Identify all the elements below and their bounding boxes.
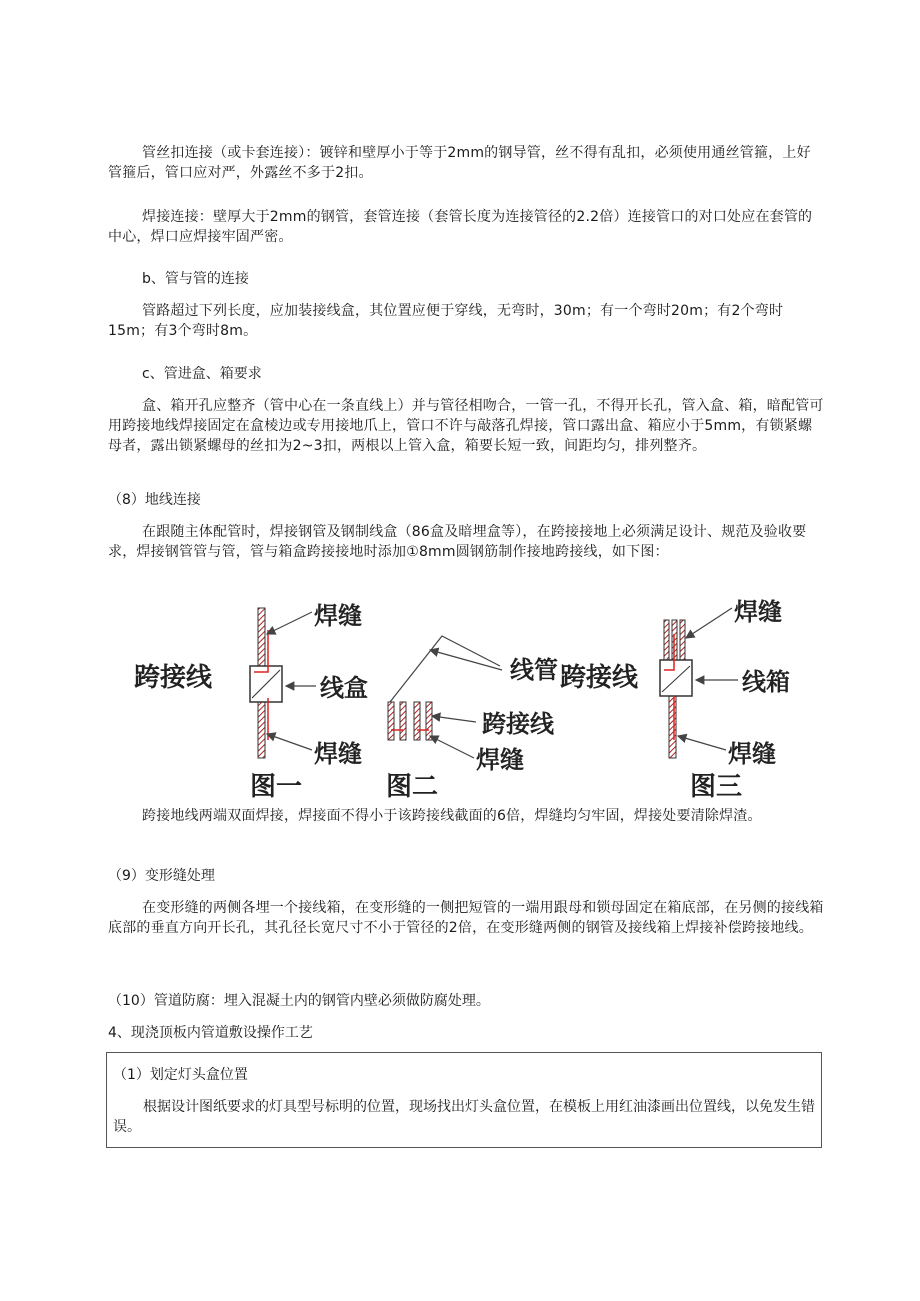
figure-3 bbox=[560, 598, 790, 800]
paragraph-box-opening: 盒、箱开孔应整齐（管中心在一条直线上）并与管径相吻合，一管一孔，不得开长孔，管入盒、箱，暗配管可用跨接地线焊接固定在盒棱边或专用接地爪上，管口不许与敲落孔焊接，管口露出盒、箱应小于5mm，有锁紧螺母者，露出锁紧螺母的丝扣为2~3扣，两根以上管入盒，箱要长短一致，间距均匀，排列整齐。 bbox=[108, 398, 824, 454]
paragraph-ground-jumper: 在跟随主体配管时，焊接钢管及钢制线盒（86盒及暗埋盒等），在跨接接地上必须满足设计、规范及验收要求，焊接钢管管与管，管与箱盒跨接接地时添加①8mm圆钢筋制作接地跨接线，如下图： bbox=[108, 524, 807, 560]
heading-expansion-joint: （9）变形缝处理 bbox=[108, 868, 215, 884]
paragraph-weld-requirement: 跨接地线两端双面焊接，焊接面不得小于该跨接线截面的6倍，焊缝均匀牢固，焊接处要清除焊渣。 bbox=[142, 808, 762, 824]
fig2-label-jumper: 跨接线 bbox=[482, 710, 554, 738]
fig2-pipe-3 bbox=[414, 702, 420, 740]
fig3-label-weld-top: 焊缝 bbox=[734, 598, 782, 626]
figure-1 bbox=[134, 602, 368, 800]
fig1-label-box: 线盒 bbox=[320, 674, 368, 702]
step-box-text: 根据设计图纸要求的灯具型号标明的位置，现场找出灯头盒位置，在模板上用红油漆画出位置线，以免发生错误。 bbox=[113, 1099, 815, 1135]
fig1-label-weld-bottom: 焊缝 bbox=[314, 740, 362, 768]
paragraph-thread-connection: 管丝扣连接（或卡套连接）：镀锌和壁厚小于等于2mm的钢导管，丝不得有乱扣，必须使用通丝管箍，上好管箍后，管口应对严，外露丝不多于2扣。 bbox=[108, 145, 811, 181]
fig1-pipe-bottom bbox=[258, 702, 265, 758]
fig1-label-jumper: 跨接线 bbox=[134, 663, 213, 693]
heading-slab-pipe-process: 4、现浇顶板内管道敷设操作工艺 bbox=[108, 1025, 313, 1041]
heading-ground-connection: （8）地线连接 bbox=[108, 492, 201, 508]
fig3-label-jumper: 跨接线 bbox=[560, 663, 639, 693]
fig2-label-weld: 焊缝 bbox=[476, 746, 524, 774]
paragraph-expansion-joint: 在变形缝的两侧各埋一个接线箱，在变形缝的一侧把短管的一端用跟母和锁母固定在箱底部，在另侧的接线箱底部的垂直方向开长孔，其孔径长宽尺寸不小于管径的2倍，在变形缝两侧的钢管及接线箱上焊接补偿跨接地线。 bbox=[108, 900, 824, 936]
paragraph-pipe-length: 管路超过下列长度，应加装接线盒，其位置应便于穿线，无弯时，30m；有一个弯时20m；有2个弯时15m；有3个弯时8m。 bbox=[108, 303, 784, 339]
fig2-pipe-4 bbox=[426, 702, 432, 740]
fig1-label-weld-top: 焊缝 bbox=[314, 602, 362, 630]
fig2-pipe-1 bbox=[388, 702, 394, 740]
fig2-pipe-2 bbox=[400, 702, 406, 740]
fig2-label-pipe: 线管 bbox=[510, 656, 558, 684]
fig3-label-box: 线箱 bbox=[742, 668, 790, 696]
fig1-pipe-top bbox=[258, 608, 265, 666]
fig2-caption: 图二 bbox=[386, 772, 439, 800]
step-box bbox=[106, 1052, 822, 1148]
heading-anticorrosion: （10）管道防腐：埋入混凝土内的钢管内壁必须做防腐处理。 bbox=[108, 993, 490, 1009]
heading-pipe-to-pipe: b、管与管的连接 bbox=[142, 271, 249, 287]
step-box-heading: （1）划定灯头盒位置 bbox=[113, 1067, 248, 1083]
figure-2 bbox=[386, 636, 558, 800]
jumper-diagram bbox=[130, 590, 800, 800]
fig3-label-weld-bottom: 焊缝 bbox=[728, 740, 776, 768]
fig3-caption: 图三 bbox=[690, 772, 743, 800]
fig3-box bbox=[660, 660, 692, 696]
fig3-pipe-bottom bbox=[669, 696, 676, 758]
paragraph-weld-connection: 焊接连接：壁厚大于2mm的钢管，套管连接（套管长度为连接管径的2.2倍）连接管口的对口处应在套管的中心，焊口应焊接牢固严密。 bbox=[108, 209, 813, 245]
heading-pipe-into-box: c、管进盒、箱要求 bbox=[142, 366, 262, 382]
fig1-caption: 图一 bbox=[250, 772, 303, 800]
